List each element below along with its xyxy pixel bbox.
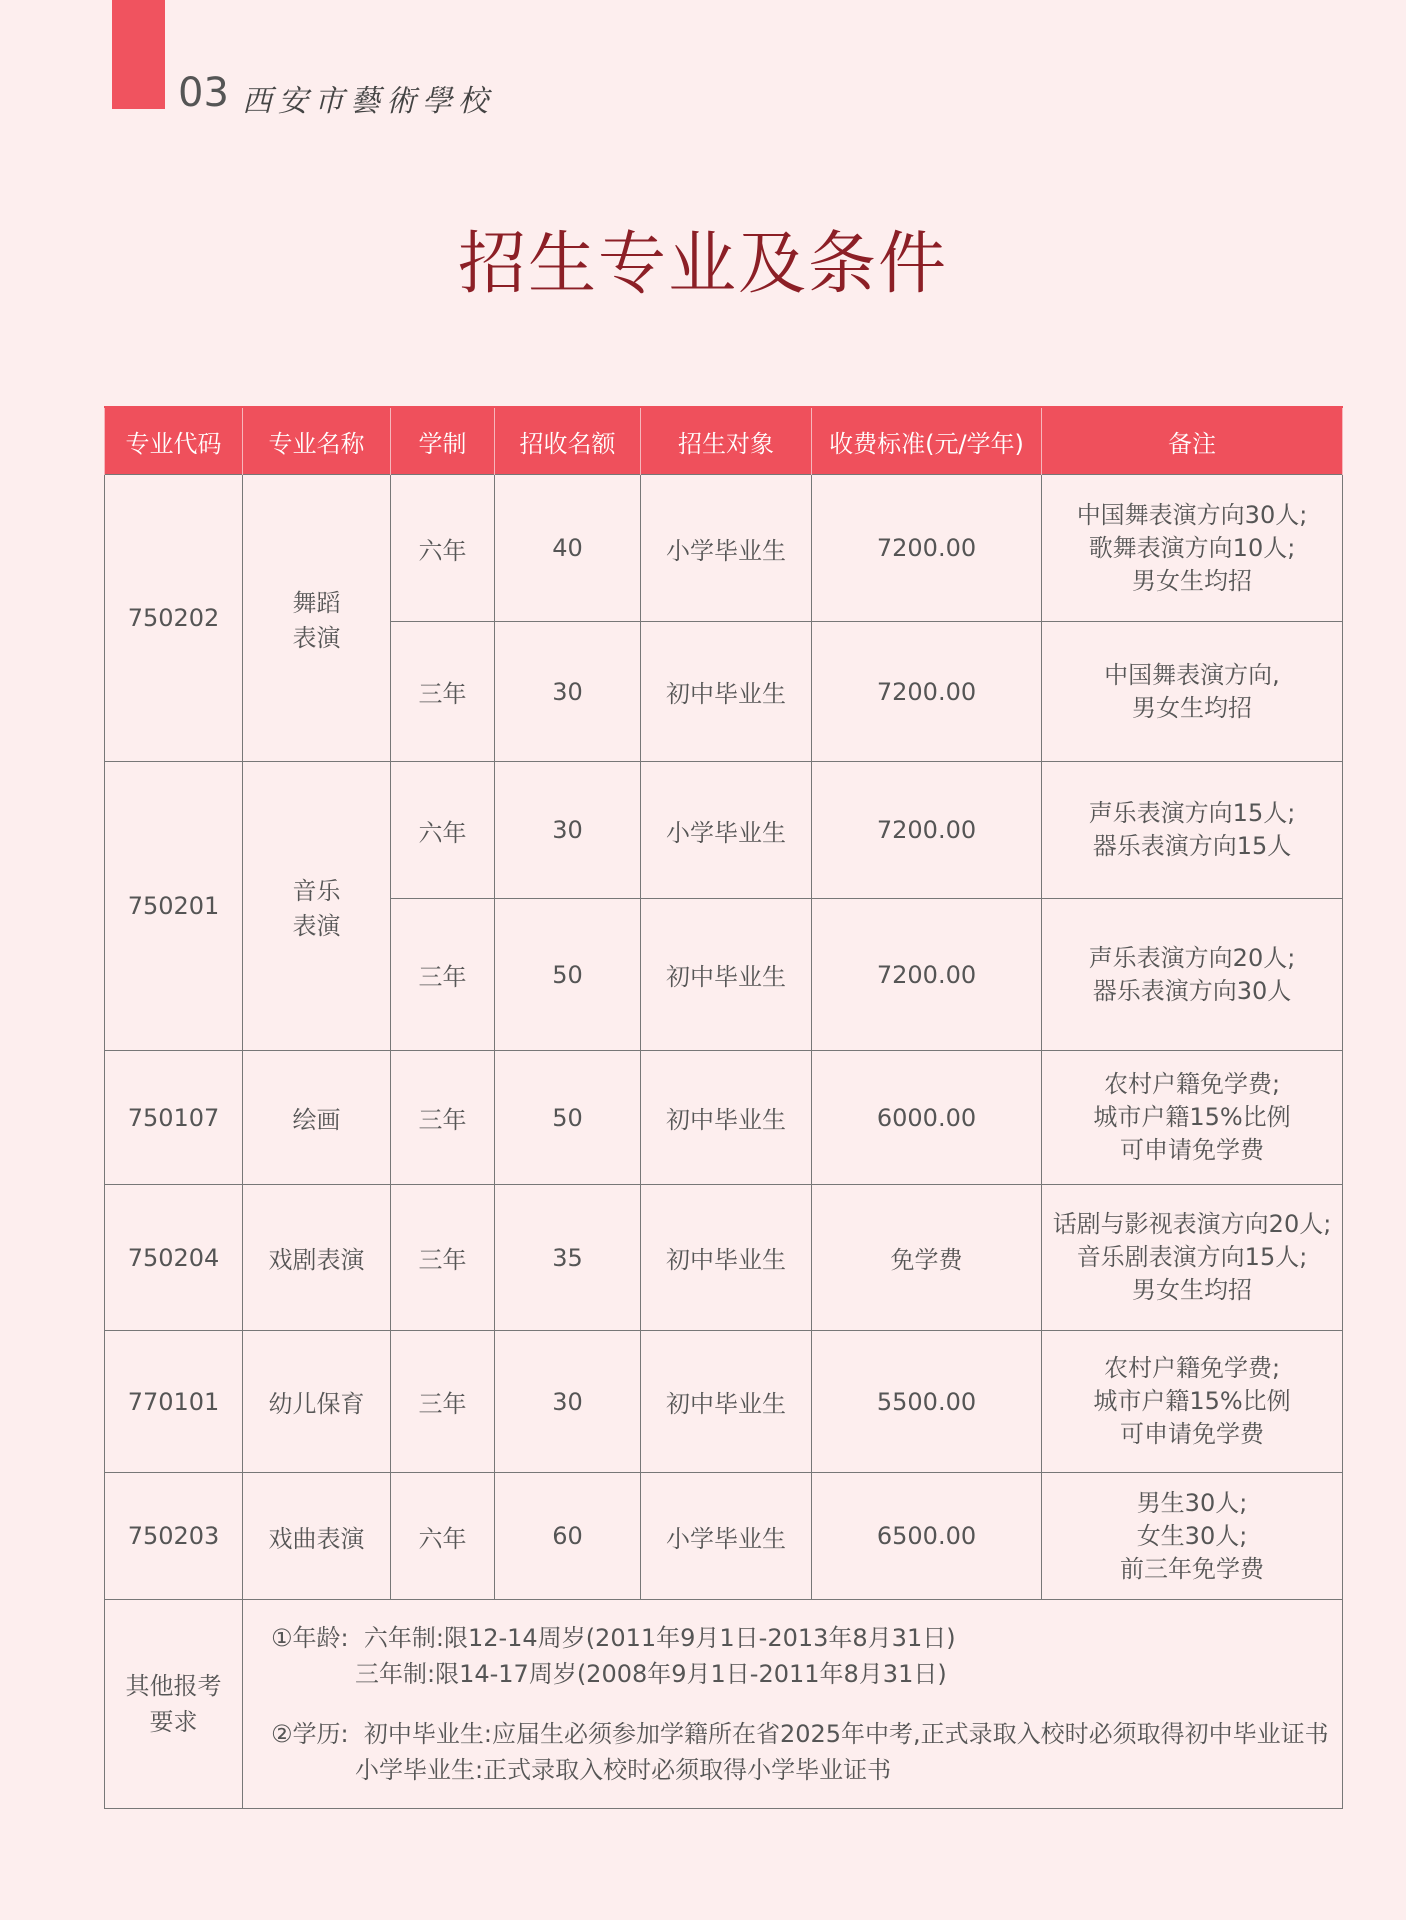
table-row (105, 1473, 1343, 1600)
major-name: 舞蹈 表演 (243, 475, 391, 762)
target: 初中毕业生 (641, 622, 812, 762)
quota: 50 (495, 899, 641, 1051)
page-title: 招生专业及条件 (457, 225, 948, 304)
corner-accent-bar (112, 0, 165, 109)
other-requirements-label: 其他报考 要求 (105, 1600, 243, 1809)
target: 初中毕业生 (641, 1051, 812, 1185)
major-name: 戏剧表演 (243, 1185, 391, 1331)
fee: 5500.00 (812, 1331, 1042, 1473)
quota: 60 (495, 1473, 641, 1600)
duration: 三年 (391, 1051, 495, 1185)
duration: 三年 (391, 899, 495, 1051)
note: 农村户籍免学费; 城市户籍15%比例 可申请免学费 (1042, 1051, 1343, 1185)
col-header-target: 招生对象 (641, 407, 812, 475)
fee: 7200.00 (812, 622, 1042, 762)
other-requirements-row (105, 1600, 1343, 1809)
major-name: 音乐 表演 (243, 762, 391, 1051)
note: 声乐表演方向20人; 器乐表演方向30人 (1042, 899, 1343, 1051)
major-code: 750202 (105, 475, 243, 762)
duration: 六年 (391, 1473, 495, 1600)
fee: 免学费 (812, 1185, 1042, 1331)
duration: 六年 (391, 475, 495, 622)
major-code: 750107 (105, 1051, 243, 1185)
col-header-quota: 招收名额 (495, 407, 641, 475)
target: 小学毕业生 (641, 762, 812, 899)
col-header-fee: 收费标准(元/学年) (812, 407, 1042, 475)
quota: 30 (495, 762, 641, 899)
note: 声乐表演方向15人; 器乐表演方向15人 (1042, 762, 1343, 899)
note: 农村户籍免学费; 城市户籍15%比例 可申请免学费 (1042, 1331, 1343, 1473)
table-row (105, 1051, 1343, 1185)
quota: 30 (495, 1331, 641, 1473)
fee: 7200.00 (812, 899, 1042, 1051)
target: 初中毕业生 (641, 899, 812, 1051)
major-name: 绘画 (243, 1051, 391, 1185)
duration: 六年 (391, 762, 495, 899)
fee: 6000.00 (812, 1051, 1042, 1185)
page-number: 03 (178, 70, 229, 116)
target: 小学毕业生 (641, 1473, 812, 1600)
duration: 三年 (391, 1185, 495, 1331)
quota: 35 (495, 1185, 641, 1331)
admission-table (104, 406, 1343, 1809)
note: 中国舞表演方向30人; 歌舞表演方向10人; 男女生均招 (1042, 475, 1343, 622)
fee: 7200.00 (812, 762, 1042, 899)
col-header-duration: 学制 (391, 407, 495, 475)
education-requirement: ②学历: 初中毕业生:应届生必须参加学籍所在省2025年中考,正式录取入校时必须取得初中毕业证书 小学毕业生:正式录取入校时必须取得小学毕业证书 (271, 1720, 1329, 1784)
col-header-note: 备注 (1042, 407, 1343, 475)
note: 男生30人; 女生30人; 前三年免学费 (1042, 1473, 1343, 1600)
major-code: 770101 (105, 1331, 243, 1473)
note: 话剧与影视表演方向20人; 音乐剧表演方向15人; 男女生均招 (1042, 1185, 1343, 1331)
duration: 三年 (391, 1331, 495, 1473)
major-code: 750203 (105, 1473, 243, 1600)
note: 中国舞表演方向, 男女生均招 (1042, 622, 1343, 762)
col-header-name: 专业名称 (243, 407, 391, 475)
table-row (105, 762, 1343, 899)
table-row (105, 475, 1343, 622)
fee: 6500.00 (812, 1473, 1042, 1600)
target: 初中毕业生 (641, 1331, 812, 1473)
quota: 40 (495, 475, 641, 622)
quota: 50 (495, 1051, 641, 1185)
table-row (105, 1185, 1343, 1331)
table-header-row (105, 407, 1343, 475)
major-name: 幼儿保育 (243, 1331, 391, 1473)
target: 小学毕业生 (641, 475, 812, 622)
other-requirements-content (243, 1600, 1343, 1809)
duration: 三年 (391, 622, 495, 762)
age-requirement: ①年龄: 六年制:限12-14周岁(2011年9月1日-2013年8月31日) 三年制:限14-17周岁(2008年9月1日-2011年8月31日) (271, 1624, 956, 1688)
table-row (105, 1331, 1343, 1473)
school-name: 西安市藝術學校 (242, 84, 494, 119)
major-name: 戏曲表演 (243, 1473, 391, 1600)
quota: 30 (495, 622, 641, 762)
target: 初中毕业生 (641, 1185, 812, 1331)
major-code: 750201 (105, 762, 243, 1051)
major-code: 750204 (105, 1185, 243, 1331)
fee: 7200.00 (812, 475, 1042, 622)
col-header-code: 专业代码 (105, 407, 243, 475)
